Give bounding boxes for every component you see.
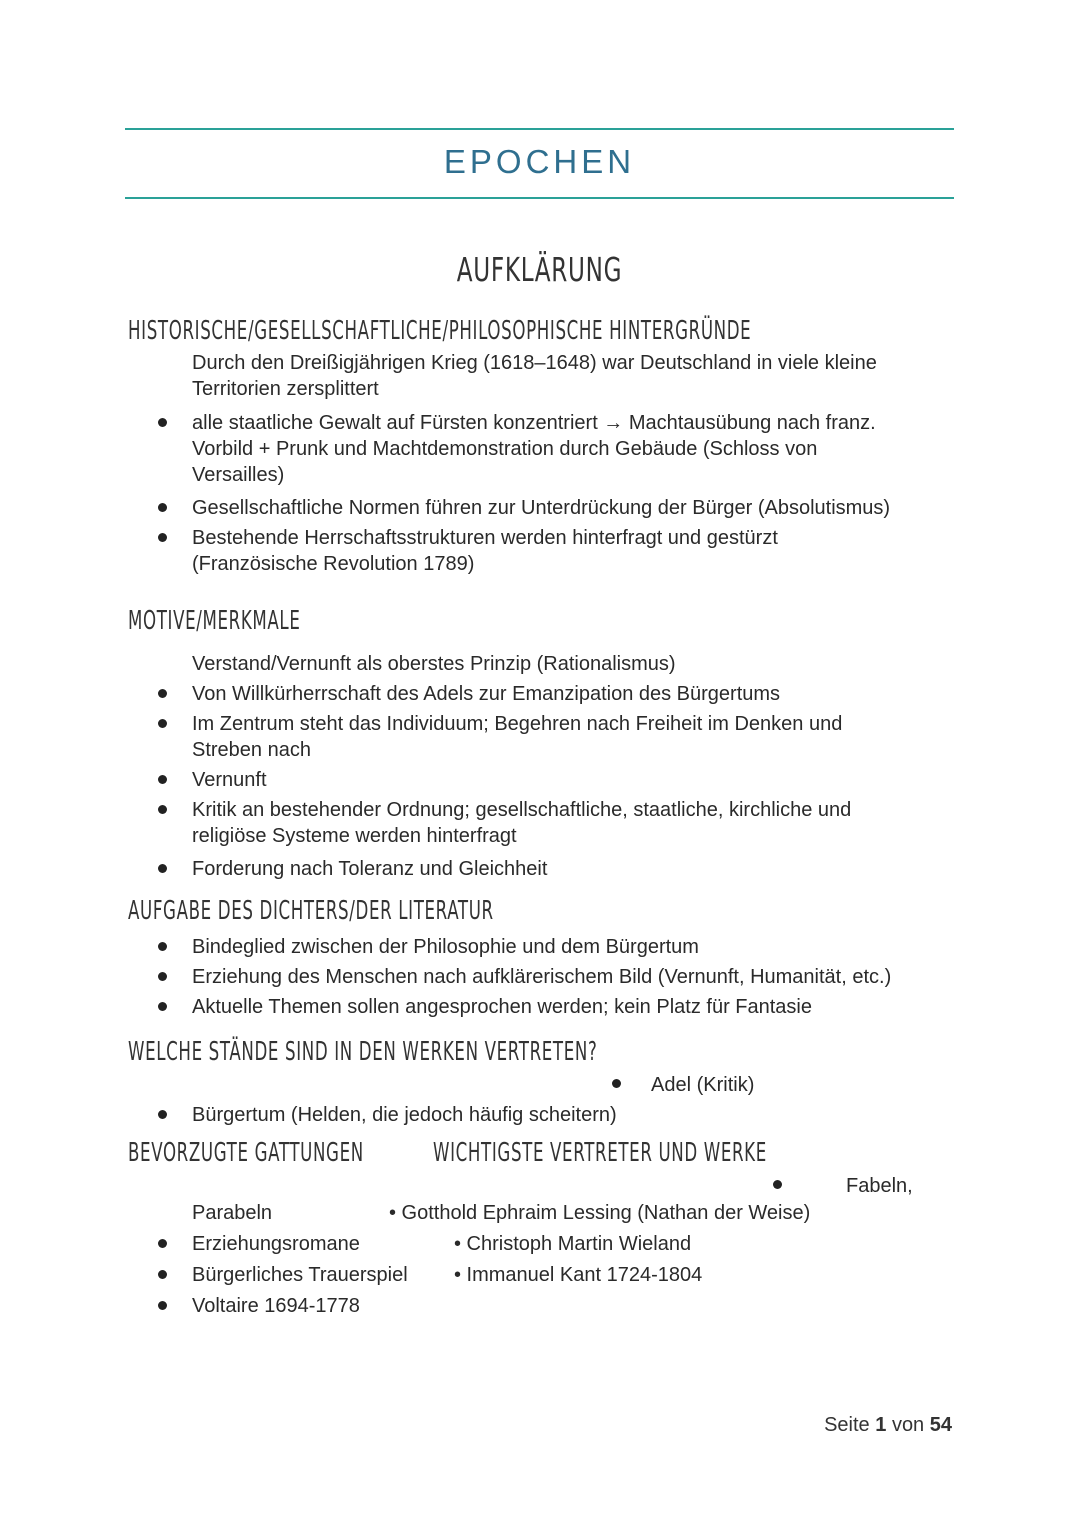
history-intro-line-1: Durch den Dreißigjährigen Krieg (1618–1648) war Deutschland in viele kleine xyxy=(192,352,877,374)
bullet-icon xyxy=(158,1301,167,1310)
genre-parabeln: Parabeln xyxy=(192,1202,273,1224)
section-heading-estates: WELCHE STÄNDE SIND IN DEN WERKEN VERTRETEN? xyxy=(128,1037,598,1067)
bullet-icon xyxy=(158,864,167,873)
bullet-icon xyxy=(158,1110,167,1119)
estates-item-adel: Adel (Kritik) xyxy=(651,1074,755,1096)
footer-total-pages: 54 xyxy=(929,1414,952,1436)
history-item-3-line-2: (Französische Revolution 1789) xyxy=(192,553,475,575)
author-voltaire: Voltaire 1694-1778 xyxy=(192,1295,360,1317)
history-item-2-line-1: Gesellschaftliche Normen führen zur Unterdrückung der Bürger (Absolutismus) xyxy=(192,497,891,519)
section-heading-authors: WICHTIGSTE VERTRETER UND WERKE xyxy=(433,1138,767,1168)
genre-fabeln: Fabeln, xyxy=(846,1175,913,1197)
genre-trauerspiel: Bürgerliches Trauerspiel xyxy=(192,1264,408,1286)
bullet-icon xyxy=(158,689,167,698)
genre-erziehungsromane: Erziehungsromane xyxy=(192,1233,360,1255)
bullet-icon xyxy=(158,805,167,814)
footer-middle: von xyxy=(891,1414,925,1436)
section-heading-task: AUFGABE DES DICHTERS/DER LITERATUR xyxy=(128,896,494,926)
title-underline-rule xyxy=(125,197,954,199)
motives-item-2-line-2: Streben nach xyxy=(192,739,311,761)
history-item-1-line-3: Versailles) xyxy=(192,464,285,486)
author-kant: • Immanuel Kant 1724-1804 xyxy=(454,1264,703,1286)
top-rule xyxy=(125,128,954,130)
bullet-icon xyxy=(158,775,167,784)
bullet-icon xyxy=(612,1079,621,1088)
task-item-3: Aktuelle Themen sollen angesprochen werden; kein Platz für Fantasie xyxy=(192,996,812,1018)
motives-item-3: Vernunft xyxy=(192,769,267,791)
author-lessing: • Gotthold Ephraim Lessing (Nathan der Weise) xyxy=(389,1202,811,1224)
bullet-icon xyxy=(158,503,167,512)
history-item-1-line-2: Vorbild + Prunk und Machtdemonstration durch Gebäude (Schloss von xyxy=(192,438,818,460)
footer-page-number: 1 xyxy=(875,1414,887,1436)
history-item-1-line-1: alle staatliche Gewalt auf Fürsten konzentriert → Machtausübung nach franz. xyxy=(192,412,876,434)
bullet-icon xyxy=(773,1180,782,1189)
bullet-icon xyxy=(158,719,167,728)
bullet-icon xyxy=(158,1002,167,1011)
document-title: EPOCHEN xyxy=(443,143,636,180)
motives-item-5: Forderung nach Toleranz und Gleichheit xyxy=(192,858,548,880)
section-heading-genres: BEVORZUGTE GATTUNGEN xyxy=(128,1138,364,1168)
bullet-icon xyxy=(158,942,167,951)
section-heading-history: HISTORISCHE/GESELLSCHAFTLICHE/PHILOSOPHISCHE HINTERGRÜNDE xyxy=(128,316,752,346)
motives-item-1: Von Willkürherrschaft des Adels zur Emanzipation des Bürgertums xyxy=(192,683,781,705)
task-item-1: Bindeglied zwischen der Philosophie und dem Bürgertum xyxy=(192,936,699,958)
history-intro-line-2: Territorien zersplittert xyxy=(192,378,379,400)
section-heading-motives: MOTIVE/MERKMALE xyxy=(128,606,301,636)
page-footer xyxy=(824,1414,952,1437)
bullet-icon xyxy=(158,1239,167,1248)
task-item-2: Erziehung des Menschen nach aufklärerischem Bild (Vernunft, Humanität, etc.) xyxy=(192,966,892,988)
motives-item-4-line-2: religiöse Systeme werden hinterfragt xyxy=(192,825,517,847)
history-item-3-line-1: Bestehende Herrschaftsstrukturen werden hinterfragt und gestürzt xyxy=(192,527,778,549)
bullet-icon xyxy=(158,1270,167,1279)
bullet-icon xyxy=(158,533,167,542)
epoch-title: AUFKLÄRUNG xyxy=(456,250,623,289)
motives-item-4-line-1: Kritik an bestehender Ordnung; gesellschaftliche, staatliche, kirchliche und xyxy=(192,799,852,821)
footer-prefix: Seite xyxy=(824,1414,870,1436)
bullet-icon xyxy=(158,418,167,427)
author-wieland: • Christoph Martin Wieland xyxy=(454,1233,692,1255)
motives-item-2-line-1: Im Zentrum steht das Individuum; Begehren nach Freiheit im Denken und xyxy=(192,713,843,735)
motives-intro: Verstand/Vernunft als oberstes Prinzip (Rationalismus) xyxy=(192,653,676,675)
bullet-icon xyxy=(158,972,167,981)
estates-item-buerger: Bürgertum (Helden, die jedoch häufig scheitern) xyxy=(192,1104,617,1126)
